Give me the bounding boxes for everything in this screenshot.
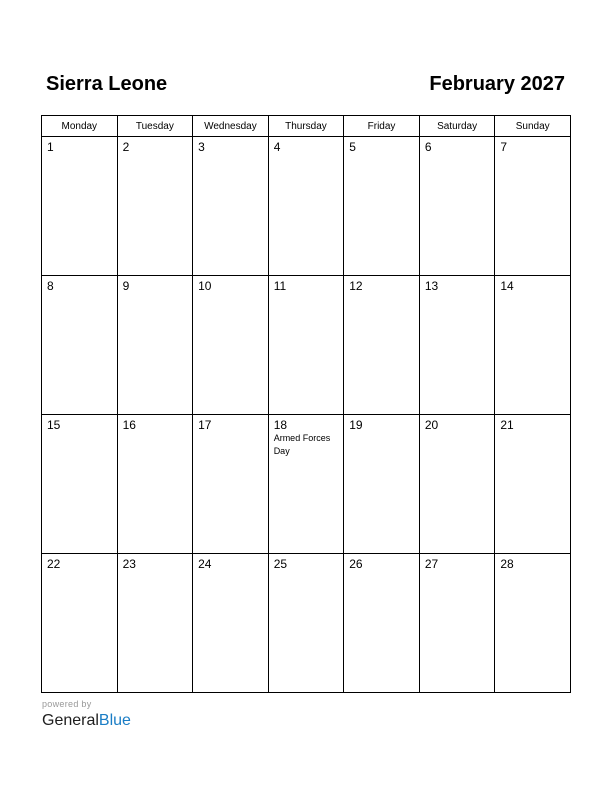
day-cell	[419, 137, 495, 276]
day-cell	[268, 137, 344, 276]
day-cell	[117, 276, 193, 415]
logo-general: General	[42, 712, 99, 729]
day-number: 27	[424, 557, 439, 571]
weekday-wednesday: Wednesday	[193, 116, 269, 137]
day-cell	[268, 276, 344, 415]
day-number: 6	[424, 140, 432, 154]
day-cell	[344, 415, 420, 554]
day-number: 16	[122, 418, 136, 432]
day-number: 15	[47, 418, 61, 432]
day-cell	[193, 415, 269, 554]
day-number: 25	[273, 557, 288, 571]
day-number: 14	[500, 279, 514, 293]
day-number: 9	[122, 279, 130, 293]
logo-blue: Blue	[98, 712, 131, 729]
day-cell	[344, 276, 420, 415]
day-cell	[495, 554, 571, 693]
day-cell	[42, 554, 118, 693]
weekday-friday: Friday	[344, 116, 420, 137]
day-number: 28	[500, 557, 514, 571]
day-number: 1	[47, 140, 54, 154]
calendar-grid	[41, 115, 571, 693]
day-cell	[495, 415, 571, 554]
week-row-3	[42, 415, 571, 554]
day-number: 11	[273, 279, 287, 293]
powered-by-text: powered by	[42, 699, 92, 709]
day-number: 4	[273, 140, 281, 154]
day-number: 3	[198, 140, 205, 154]
week-row-4	[42, 554, 571, 693]
day-number: 20	[424, 418, 439, 432]
day-number: 18	[273, 418, 288, 432]
day-number: 12	[349, 279, 363, 293]
day-cell	[193, 276, 269, 415]
day-number: 22	[47, 557, 61, 571]
day-cell	[193, 137, 269, 276]
day-cell	[268, 554, 344, 693]
weekday-saturday: Saturday	[419, 116, 495, 137]
day-number: 10	[198, 279, 212, 293]
day-cell	[42, 137, 118, 276]
day-cell	[344, 554, 420, 693]
day-cell	[419, 415, 495, 554]
weekday-sunday: Sunday	[495, 116, 571, 137]
day-cell	[344, 137, 420, 276]
day-cell	[117, 554, 193, 693]
day-cell	[419, 554, 495, 693]
weekday-tuesday: Tuesday	[117, 116, 193, 137]
day-cell	[42, 415, 118, 554]
day-cell	[193, 554, 269, 693]
month-title: February 2027	[429, 73, 565, 95]
holiday-label: Armed Forces Day	[273, 433, 331, 456]
weekday-header-row	[42, 116, 571, 137]
day-cell	[268, 415, 344, 554]
weekday-thursday: Thursday	[268, 116, 344, 137]
day-cell	[419, 276, 495, 415]
day-cell	[495, 137, 571, 276]
week-row-2	[42, 276, 571, 415]
country-title: Sierra Leone	[46, 73, 168, 95]
day-cell	[495, 276, 571, 415]
day-cell	[117, 415, 193, 554]
day-number: 19	[349, 418, 363, 432]
day-cell	[117, 137, 193, 276]
day-number: 8	[47, 279, 54, 293]
day-number: 7	[500, 140, 508, 154]
day-number: 23	[122, 557, 136, 571]
footer	[42, 699, 131, 731]
day-number: 26	[349, 557, 363, 571]
generalblue-logo[interactable]	[42, 711, 131, 731]
day-cell	[42, 276, 118, 415]
day-number: 21	[500, 418, 514, 432]
weekday-monday: Monday	[42, 116, 118, 137]
day-number: 17	[198, 418, 212, 432]
day-number: 13	[424, 279, 439, 293]
day-number: 5	[349, 140, 356, 154]
week-row-1	[42, 137, 571, 276]
day-number: 2	[122, 140, 130, 154]
day-number: 24	[198, 557, 212, 571]
